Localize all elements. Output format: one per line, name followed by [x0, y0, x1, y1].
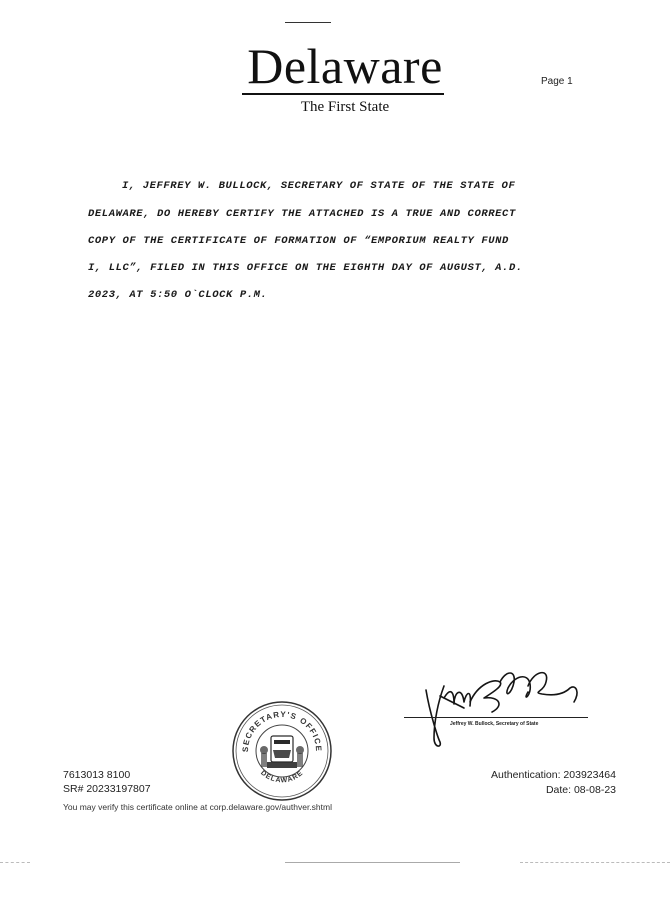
- page-number: Page 1: [541, 76, 573, 87]
- file-number: 7613013 8100: [63, 769, 131, 781]
- scan-mark-top: [285, 22, 331, 23]
- signature-caption: Jeffrey W. Bullock, Secretary of State: [450, 721, 539, 727]
- certificate-line: 2023, AT 5:50 O`CLOCK P.M.: [88, 289, 268, 301]
- title-underline: [242, 93, 444, 95]
- svg-text:SECRETARY'S OFFICE: [241, 710, 323, 752]
- state-name-title: Delaware: [247, 38, 443, 94]
- secretary-signature: [404, 662, 594, 752]
- certificate-line: COPY OF THE CERTIFICATE OF FORMATION OF “EMPORIUM REALTY FUND: [88, 235, 509, 247]
- seal-top-text: SECRETARY'S OFFICE: [240, 709, 324, 753]
- verify-online-note: You may verify this certificate online at corp.delaware.gov/authver.shtml: [63, 802, 332, 812]
- scan-mark-bottom-center: [285, 862, 460, 863]
- certificate-line: I, JEFFREY W. BULLOCK, SECRETARY OF STATE OF THE STATE OF: [122, 180, 516, 192]
- certificate-line: I, LLC”, FILED IN THIS OFFICE ON THE EIGHTH DAY OF AUGUST, A.D.: [88, 262, 523, 274]
- authentication-block: [440, 768, 616, 798]
- signature-line: [404, 717, 588, 718]
- state-motto: The First State: [300, 99, 390, 115]
- certificate-date: Date: 08-08-23: [545, 784, 616, 796]
- scan-mark-bottom-left: [0, 862, 30, 863]
- authentication-number: Authentication: 203923464: [491, 769, 616, 781]
- state-seal: [231, 700, 333, 802]
- seal-bottom-text: DELAWARE: [259, 769, 305, 785]
- scan-mark-bottom-right: [520, 862, 670, 863]
- certificate-line: DELAWARE, DO HEREBY CERTIFY THE ATTACHED IS A TRUE AND CORRECT: [88, 208, 516, 220]
- footer-identifiers: [63, 768, 151, 796]
- service-request-number: SR# 20233197807: [63, 783, 151, 795]
